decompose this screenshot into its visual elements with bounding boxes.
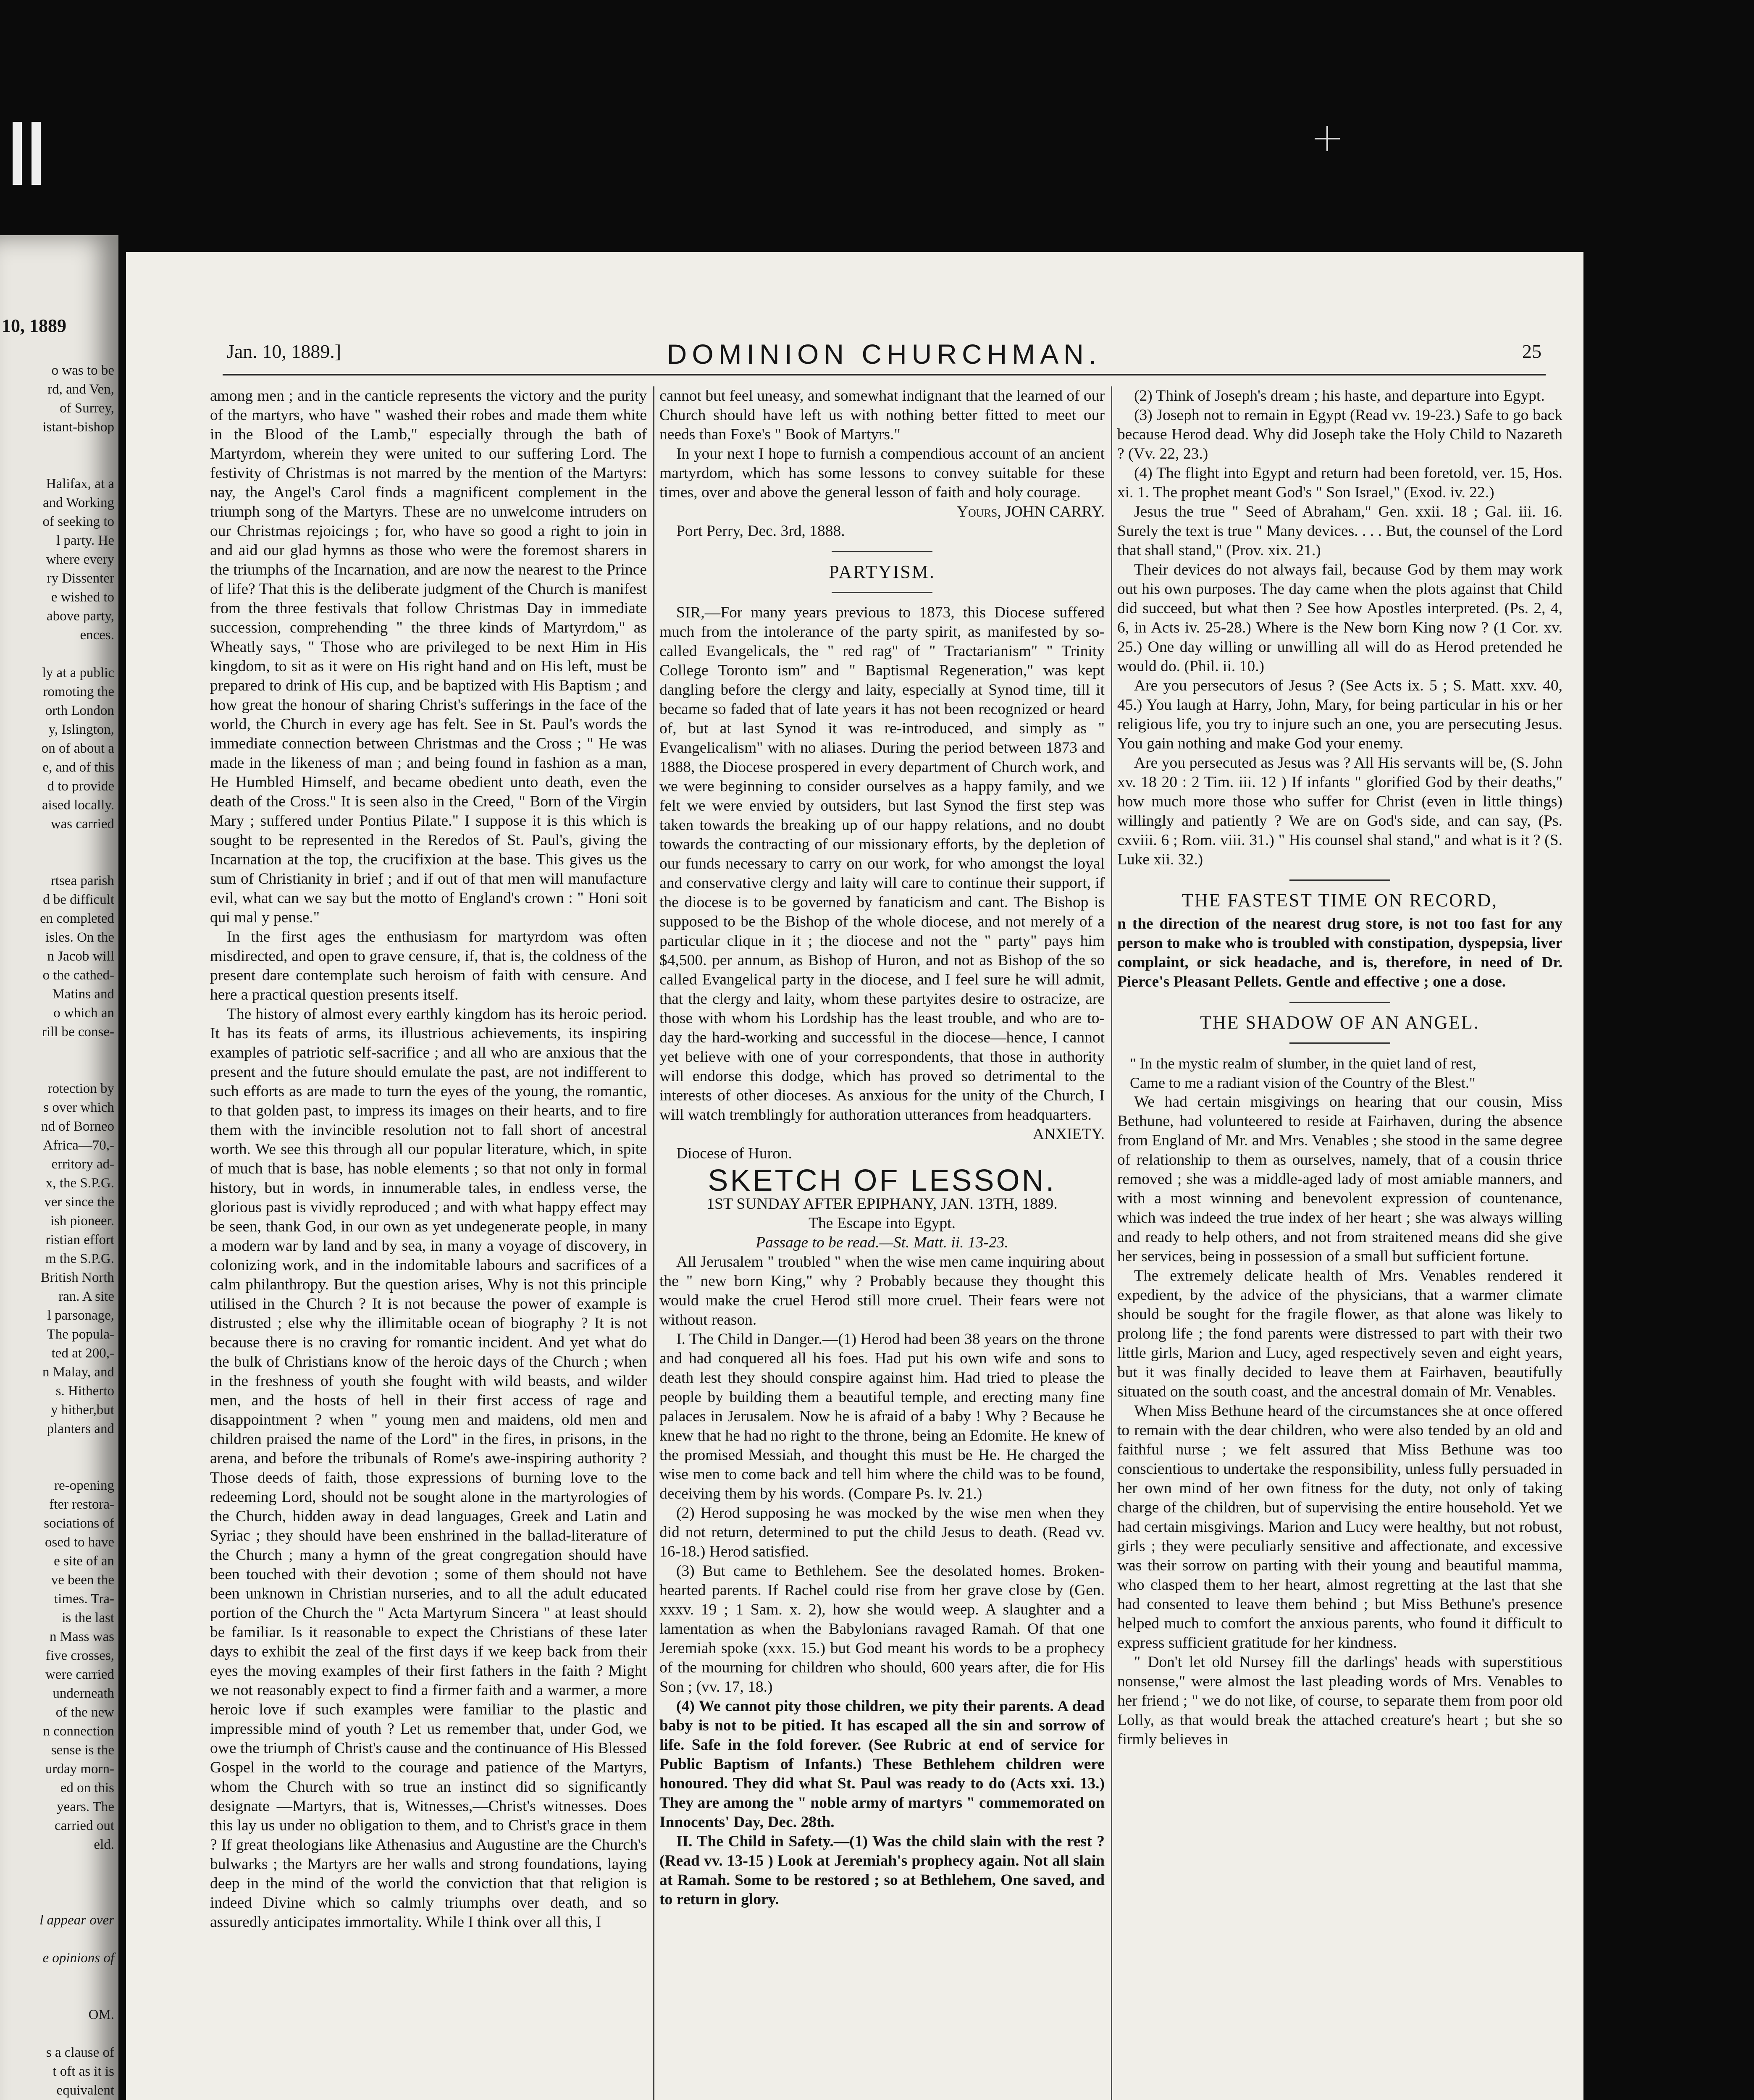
- column-rule: [653, 386, 654, 2100]
- previous-page-line: l parsonage,: [47, 1308, 114, 1323]
- running-head: [223, 336, 1546, 375]
- previous-page-line: n Malay, and: [42, 1365, 114, 1380]
- epigraph-line: Came to me a radiant vision of the Country of the Blest.": [1130, 1074, 1476, 1091]
- previous-page-line: carried out: [54, 1818, 114, 1833]
- film-edge-mark: [13, 122, 22, 185]
- previous-page-line: where every: [46, 552, 114, 567]
- article-paragraph: cannot but feel uneasy, and somewhat indignant that the learned of our Church should have left us with nothing better fitted to meet our needs than Foxe's " Book of Martyrs.": [659, 387, 1105, 443]
- previous-page-line: ry Dissenter: [47, 571, 114, 586]
- article-paragraph: (3) But came to Bethlehem. See the desolated homes. Broken-hearted parents. If Rachel could rise from her grave close by (Gen. xxxv. 19 ; 1 Sam. x. 2), how she would weep. A slaughter and a lamentation as when the Babylonians ravaged Ramah. Of that one Jeremiah spoke (xxx. 15.) but God meant his words to be a prophecy of the mourning for children who should, 600 years after, die for His Son ; (vv. 17, 18.): [659, 1562, 1105, 1696]
- article-paragraph: The history of almost every earthly kingdom has its heroic period. It has its feats of arms, its illustrious achievements, its inspiring examples of patriotic self-sacrifice ; and all who are anxious that the present and the future should emulate the past, are not indifferent to such efforts as are made to turn the eyes of the young, the romantic, to that golden past, to impress its images on their hearts, and to fire them with the invincible resolution not to fall short of ancestral worth. We see this through all our popular literature, which, in spite of much that is base, has noble elements ; so that not only in formal history, but in words, in innumerable tales, in endless verse, the glorious past is vividly reproduced ; and with what happy effect may be seen, thank God, in our own as yet undegenerate people, in many a modern war by land and by sea, in many a voyage of discovery, in colonizing work, and in the indomitable labours and sacrifices of a calm philanthropy. But the question arises, Why is not this principle utilised in the Church ? It is not because the power of example is distrusted ; else why the illimitable ocean of biography ? It is not because there is no craving for romantic incident. And yet what do the bulk of Christians know of the heroic days of the Church ; when in the freshness of youth she fought with wild beasts, and wilder men, and the hosts of hell in their first access of rage and disappointment ? when " young men and maidens, old men and children praised the name of the Lord" in the fires, in prisons, in the arena, and before the tribunals of Rome's awe-inspiring authority ? Those deeds of faith, those expressions of burning love to the redeeming Lord, should not be sought alone in the martyrologies of the Church, hidden away in dead languages, Greek and Latin and Syriac ; they should have been enshrined in the ballad-literature of the Church ; many a hymn of the great congregation should have been touched with their devotion ; some of them should not have been unknown in Christian nurseries, and to all the adult educated portion of the Church the " Acta Martyrum Sincera " at least should be familiar. Is it reasonable to expect the Christians of these later days to exhibit the zeal of the first days if we keep back from their eyes the moving examples of their first fathers in the faith ? Might we not reasonably expect to find a firmer faith and a warmer, a more heroic love if such examples were familiar to the plastic and impressible mind of youth ? Let us remember that, under God, we owe the triumph of Christ's cause and the continuance of His Blessed Gospel in the world to the courage and patience of the Martyrs, whom the Church with so true an instinct did so significantly designate —Martyrs, that is, Witnesses,—Christ's witnesses. Does this lay us under no obligation to them, and to Christ's grace in them ? If great theologians like Athenasius and Augustine are the Church's bulwarks ; the Martyrs are her walls and strong foundations, laying deep in the mind of the world the conviction that that religion is indeed Divine which so calmly triumphs over death, and so assuredly anticipates immortality. While I think over all this, I: [210, 1005, 647, 1931]
- column-1: [210, 386, 647, 2100]
- previous-page-line: y, Islington,: [48, 722, 114, 737]
- previous-page-line: [1, 645, 114, 664]
- article-paragraph: In your next I hope to furnish a compendious account of an ancient martyrdom, which has some lessons to convey suitable for these times, over and above the general lesson of faith and holy courage.: [659, 445, 1105, 501]
- previous-page-line: [1, 2024, 114, 2043]
- issue-date: Jan. 10, 1889.]: [227, 341, 341, 362]
- previous-page-line: times. Tra-: [54, 1591, 114, 1606]
- previous-page-line: [1, 1042, 114, 1060]
- article-paragraph: II. The Child in Safety.—(1) Was the child slain with the rest ? (Read vv. 13-15 ) Look at Jeremiah's prophecy again. Not all slain at Ramah. Some to be restored ; so at Bethlehem, One saved, and to return in glory.: [659, 1833, 1105, 1908]
- previous-page-text: [1, 361, 114, 2100]
- article-paragraph: (2) Herod supposing he was mocked by the wise men when they did not return, determined to put the child Jesus to death. (Read vv. 16-18.) Herod satisfied.: [659, 1504, 1105, 1560]
- newspaper-page: [126, 252, 1583, 2100]
- story-paragraph: The extremely delicate health of Mrs. Venables rendered it expedient, by the advice of the physicians, that a warmer climate should be sought for the fragile flower, as that alone was likely to prolong life ; the fond parents were distressed to part with their two little girls, Marion and Lucy, aged respectively seven and eight years, but it was finally decided to leave them at Fairhaven, beautifully situated on the south coast, and the ancestral domain of Mr. Venables.: [1117, 1267, 1562, 1400]
- previous-page-line: equivalent: [56, 2083, 114, 2098]
- article-paragraph: Are you persecuted as Jesus was ? All His servants will be, (S. John xv. 18 20 : 2 Tim. iii. 12 ) If infants " glorified God by their deaths," how much more those who suffer for Christ (even in little things) willingly and patiently ? We are on God's side, and can say, (Ps. cxviii. 6 ; Rom. viii. 31.) " His counsel shal stand," and what is it ? (S. Luke xii. 32.): [1117, 754, 1562, 868]
- letter-place-date: Port Perry, Dec. 3rd, 1888.: [676, 522, 845, 540]
- previous-page-line: [1, 1892, 114, 1911]
- article-paragraph: All Jerusalem " troubled " when the wise men came inquiring about the " new born King," why ? Probably because they thought this would make the cruel Herod still more cruel. Their fears were not without reason.: [659, 1253, 1105, 1328]
- column-2: [659, 386, 1105, 2100]
- previous-page-line: of seeking to: [42, 514, 114, 529]
- previous-page-line: is the last: [62, 1610, 114, 1625]
- page-number: 25: [1522, 341, 1541, 362]
- article-paragraph: (2) Think of Joseph's dream ; his haste, and departure into Egypt.: [1134, 387, 1545, 404]
- previous-page-line: [1, 1854, 114, 1873]
- lesson-title: The Escape into Egypt.: [809, 1215, 956, 1232]
- previous-page-line: n Jacob will: [47, 949, 114, 964]
- article-paragraph: SIR,—For many years previous to 1873, this Diocese suffered much from the intolerance of the party spirit, as manifested by so-called Evangelicals, the " red rag" of " Tractarianism" " Trinity College Toronto ism" and " Baptismal Regeneration," was kept dangling before the clergy and laity, especially at Synod time, till it became so faded that of late years it has not been recognized or heard of, but at last Synod it was re-introduced, and simply as " Evangelicalism" with no aliases. During the period between 1873 and 1888, the Diocese prospered in every department of Church work, and we were beginning to consider ourselves as a happy family, and we felt we were envied by outsiders, but last Synod the first step was taken towards the breaking up of our happy relations, and no doubt towards the contracting of our missionary efforts, by the depletion of our funds necessary to carry on our work, for who amongst the loyal and conservative clergy and laity will care to continue their support, if the diocese is to be governed by fanaticism and cant. The Bishop is supposed to be the Bishop of the whole diocese, and not merely of a particular clique in it ; the diocese and not the " party" pays him $4,500. per annum, as Bishop of Huron, and not as Bishop of the so called Evangelical party in the diocese, and I feel sure he will admit, that the clergy and laity, whom these partyites desire to ostracize, are those with whom his Lordship has the least trouble, and who are to-day the hard-working and successful in the diocese—hence, I cannot yet believe with one of your correspondents, that those in authority will endorse this dodge, which has proved so detrimental to the interests of other dioceses. As anxious for the unity of the Church, I will watch tremblingly for authoration utterances from headquarters.: [659, 604, 1105, 1124]
- previous-page-line: of the new: [55, 1705, 114, 1720]
- film-edge-mark: [32, 122, 41, 185]
- previous-page-line: n Mass was: [50, 1629, 114, 1644]
- previous-page-line: m the S.P.G.: [45, 1251, 114, 1266]
- section-heading-partyism: PARTYISM.: [829, 562, 935, 582]
- section-heading-fastest-time: THE FASTEST TIME ON RECORD,: [1182, 890, 1498, 911]
- section-heading-shadow-of-an-angel: THE SHADOW OF AN ANGEL.: [1200, 1012, 1480, 1033]
- previous-page-line: s a clause of: [46, 2045, 114, 2060]
- previous-page-line: [1, 853, 114, 872]
- previous-page-line: l party. He: [56, 533, 114, 548]
- previous-page-line: ed on this: [60, 1780, 114, 1796]
- registration-cross-icon: [1315, 126, 1340, 151]
- letter-signature: Yours, JOHN CARRY.: [956, 503, 1105, 520]
- previous-page-line: e site of an: [54, 1554, 114, 1569]
- previous-page-line: ly at a public: [42, 665, 114, 680]
- letter-place: Diocese of Huron.: [676, 1145, 792, 1162]
- article-paragraph: Their devices do not always fail, because God by them may work out his own purposes. The day came when the plots against that Child did succeed, but what then ? See how Apostles interpreted. (Ps. 2, 4, 6, in Acts iv. 25-28.) Where is the New born King now ? (1 Cor. xv. 25.) One day willing or unwilling all will do as Herod pretended he would do. (Phil. ii. 10.): [1117, 561, 1562, 675]
- previous-page-line: urday morn-: [45, 1761, 114, 1777]
- previous-page-line: The popula-: [47, 1327, 114, 1342]
- previous-page-line: x, the S.P.G.: [45, 1176, 114, 1191]
- previous-page-line: s over which: [43, 1100, 114, 1115]
- previous-page-line: ver since the: [44, 1194, 114, 1210]
- previous-page-line: Matins and: [52, 987, 114, 1002]
- previous-page-line: were carried: [45, 1667, 114, 1682]
- previous-page-line: [1, 834, 114, 853]
- previous-page-line: [1, 437, 114, 456]
- previous-page-line: years. The: [57, 1799, 114, 1814]
- section-divider: [1289, 1042, 1390, 1044]
- previous-page-line: e wished to: [51, 590, 114, 605]
- previous-page-line: osed to have: [45, 1535, 114, 1550]
- previous-page-line: re-opening: [54, 1478, 114, 1493]
- previous-page-line: on of about a: [41, 741, 114, 756]
- previous-page-line: romoting the: [43, 684, 114, 699]
- previous-page-line: n connection: [43, 1724, 114, 1739]
- previous-page-line: o was to be: [51, 363, 114, 378]
- previous-page-line: [1, 1930, 114, 1949]
- previous-page-line: and Working: [43, 495, 114, 510]
- story-paragraph: " Don't let old Nursey fill the darlings' heads with superstitious nonsense," were almost the last pleading words of Mrs. Venables to her friend ; " we do not like, of course, to separate them from poor old Lolly, as that would break the attached creature's heart ; but she so firmly believes in: [1117, 1654, 1562, 1748]
- previous-page-line: [1, 1457, 114, 1476]
- previous-page-line: above party,: [47, 609, 114, 624]
- previous-page-line: [1, 1060, 114, 1079]
- previous-page-header: 10, 1889: [2, 315, 66, 336]
- previous-page-line: [1, 1873, 114, 1892]
- article-paragraph: (4) We cannot pity those children, we pity their parents. A dead baby is not to be pitied. It has escaped all the sin and sorrow of life. Safe in the fold forever. (See Rubric at end of service for Public Baptism of Infants.) These Bethlehem children were honoured. They did what St. Paul was ready to do (Acts xxi. 13.) They are among the " noble army of martyrs " commemorated on Innocents' Day, Dec. 28th.: [659, 1698, 1105, 1831]
- lesson-passage: Passage to be read.—St. Matt. ii. 13-23.: [756, 1234, 1008, 1251]
- previous-page-line: sociations of: [44, 1516, 114, 1531]
- previous-page-line: ristian effort: [45, 1232, 114, 1247]
- previous-page-line: o the cathed-: [42, 968, 114, 983]
- column-3: [1117, 386, 1562, 2100]
- previous-page-line: Africa—70,-: [43, 1138, 114, 1153]
- letter-signature: ANXIETY.: [1032, 1126, 1105, 1143]
- article-paragraph: Jesus the true " Seed of Abraham," Gen. xxii. 18 ; Gal. iii. 16. Surely the text is true " Many devices. . . . But, the counsel of the Lord that shall stand," (Prov. xix. 21.): [1117, 503, 1562, 559]
- article-paragraph: (3) Joseph not to remain in Egypt (Read vv. 19-23.) Safe to go back because Herod dead. Why did Joseph take the Holy Child to Nazareth ? (Vv. 22, 23.): [1117, 407, 1562, 462]
- previous-page-line: ish pioneer.: [50, 1213, 114, 1228]
- epigraph-line: " In the mystic realm of slumber, in the quiet land of rest,: [1130, 1055, 1477, 1072]
- previous-page-line: d be difficult: [43, 892, 114, 907]
- previous-page-line: rd, and Ven,: [47, 382, 114, 397]
- previous-page-line: istant-bishop: [42, 420, 114, 435]
- section-divider: [832, 592, 932, 593]
- previous-page-line: underneath: [53, 1686, 114, 1701]
- previous-page-line: l appear over: [39, 1913, 114, 1928]
- article-paragraph: In the first ages the enthusiasm for martyrdom was often misdirected, and open to grave censure, if, that is, the coldness of the present dare contemplate such heroism of faith with censure. And here a practical question presents itself.: [210, 928, 647, 1003]
- previous-page-line: ences.: [80, 627, 114, 643]
- previous-page-line: ted at 200,-: [51, 1346, 114, 1361]
- previous-page-line: rill be conse-: [42, 1024, 114, 1040]
- article-paragraph: I. The Child in Danger.—(1) Herod had been 38 years on the throne and had conquered all his foes. Had put his own wife and sons to death lest they should conspire against him. Had tried to please the people by building them a beautiful temple, and erecting many fine palaces in Jerusalem. Now he is afraid of a baby ! Why ? Because he knew that he had no right to the throne, being an Edomite. He knew of the promised Messiah, and thought this must be He. He charged the wise men to come back and tell him where the child was to be found, deceiving them by his words. (Compare Ps. lv. 21.): [659, 1331, 1105, 1502]
- previous-page-line: isles. On the: [45, 930, 114, 945]
- previous-page-line: was carried: [50, 816, 114, 832]
- section-divider: [1289, 1002, 1390, 1003]
- previous-page-line: o which an: [53, 1005, 114, 1021]
- previous-page-line: Halifax, at a: [46, 476, 114, 491]
- article-paragraph: Are you persecutors of Jesus ? (See Acts ix. 5 ; S. Matt. xxv. 40, 45.) You laugh at Harry, John, Mary, for being particular in his or her religious life, you try to injure such an one, you are persecuting Jesus. You gain nothing and make God your enemy.: [1117, 677, 1562, 752]
- section-divider: [832, 551, 932, 552]
- previous-page-line: [1, 1438, 114, 1457]
- section-divider: [1289, 879, 1390, 881]
- previous-page-line: nd of Borneo: [41, 1119, 114, 1134]
- story-paragraph: When Miss Bethune heard of the circumstances she at once offered to remain with the dear children, who were also tended by an old and faithful nurse ; we felt assured that Miss Bethune was too conscientious to undertake the responsibility, unless fully persuaded in her own mind of her own fitness for the duty, not only of taking charge of the children, but of supervising the entire household. Yet we had certain misgivings. Marion and Lucy were healthy, but not robust, girls ; they were peculiarly sensitive and affectionate, and excessive was their sorrow on parting with their young and beautiful mamma, who clasped them to her heart, almost regretting at the last that she had consented to leave them behind ; but Miss Bethune's presence helped much to comfort the anxious parents, who found it difficult to express sufficient gratitude for her kindness.: [1117, 1402, 1562, 1651]
- column-rule: [1111, 386, 1112, 2100]
- section-heading-sketch-of-lesson: SKETCH OF LESSON.: [708, 1164, 1056, 1197]
- previous-page-line: e opinions of: [42, 1950, 114, 1966]
- previous-page-line: sense is the: [51, 1743, 114, 1758]
- previous-page-line: rtsea parish: [50, 873, 114, 888]
- previous-page-line: fter restora-: [49, 1497, 114, 1512]
- previous-page-line: planters and: [47, 1421, 114, 1436]
- article-paragraph: (4) The flight into Egypt and return had been foretold, ver. 15, Hos. xi. 1. The prophet meant God's " Son Israel," (Exod. iv. 22.): [1117, 465, 1562, 501]
- previous-page-line: of Surrey,: [60, 401, 114, 416]
- previous-page-line: British North: [40, 1270, 114, 1285]
- previous-page-line: five crosses,: [45, 1648, 114, 1663]
- lesson-date: 1ST SUNDAY AFTER EPIPHANY, JAN. 13TH, 1889.: [706, 1195, 1058, 1213]
- advertisement-text: n the direction of the nearest drug store, is not too fast for any person to make who is troubled with constipation, dyspepsia, liver complaint, or sick headache, and is, therefore, in need of Dr. Pierce's Pleasant Pellets. Gentle and effective ; one a dose.: [1117, 915, 1562, 990]
- previous-page-line: rotection by: [47, 1081, 114, 1096]
- previous-page-line: aised locally.: [42, 798, 114, 813]
- previous-page-line: d to provide: [47, 779, 114, 794]
- previous-page-line: e, and of this: [42, 760, 114, 775]
- previous-page-line: t oft as it is: [53, 2064, 114, 2079]
- article-paragraph: among men ; and in the canticle represents the victory and the purity of the martyrs, who have " washed their robes and made them white in the Blood of the Lamb," especially through the bath of Martyrdom, wherein they were united to our suffering Lord. The festivity of Christmas is not marred by the mention of the Martyrs: nay, the Angel's Carol finds a magnificent complement in the triumph song of the Martyrs. These are no unwelcome intruders on our Christmas rejoicings ; for, who have so good a right to join in and aid our glad hymns as those who were the foremost sharers in the triumphs of the Incarnation, and are now the nearest to the Prince of life? That this is the deliberate judgment of the Church is manifest from the three festivals that follow Christmas Day in immediate succession, comprehending " the three kinds of Martyrdom," as Wheatly says, " Those who are privileged to be next Him in His kingdom, to sit as it were on His right hand and on His left, must be prepared to drink of His cup, and be baptized with His Baptism ; and how great the honour of sharing Christ's sufferings in the face of the world, the Church in every age has felt. See in St. Paul's words the immediate connection between Christmas and the Cross ; " He was made in the likeness of man ; and being found in fashion as a man, He Humbled Himself, and became obedient unto death, even the death of the Cross." It is seen also in the Creed, " Born of the Virgin Mary ; suffered under Pontius Pilate." I suppose it is this which is sought to be represented in the Reredos of St. Paul's, giving the Incarnation at the top, the crucifixion at the base. This gives us the sum of Christianity in brief ; and if out of that men will manufacture evil, what can we say but the motto of England's crown : " Honi soit qui mal y pense.": [210, 387, 647, 926]
- previous-page-line: ve been the: [51, 1572, 114, 1588]
- previous-page-line: ran. A site: [58, 1289, 114, 1304]
- previous-page-line: OM.: [88, 2007, 114, 2022]
- previous-page-line: erritory ad-: [51, 1157, 114, 1172]
- previous-page-line: [1, 1987, 114, 2006]
- story-paragraph: We had certain misgivings on hearing that our cousin, Miss Bethune, had volunteered to reside at Fairhaven, during the absence from England of Mr. and Mrs. Venables ; she stood in the same degree of relationship to them as ourselves, namely, that of a cousin thrice removed ; she was a middle-aged lady of most amiable manners, and with a most winning and benevolent expression of countenance, which was indeed the true index of her heart ; she was always willing and ready to help others, and not from straitened means did she give her services, being in possession of a small but sufficient fortune.: [1117, 1093, 1562, 1265]
- previous-page-line: orth London: [45, 703, 114, 718]
- previous-page-line: en completed: [40, 911, 114, 926]
- previous-page-line: [1, 1968, 114, 1987]
- previous-page-line: eld.: [94, 1837, 114, 1852]
- previous-page-line: [1, 456, 114, 475]
- previous-page-line: s. Hitherto: [55, 1383, 114, 1399]
- publication-title: DOMINION CHURCHMAN.: [667, 339, 1102, 370]
- previous-page-fragment: [0, 235, 118, 2100]
- previous-page-line: y hither,but: [51, 1402, 114, 1418]
